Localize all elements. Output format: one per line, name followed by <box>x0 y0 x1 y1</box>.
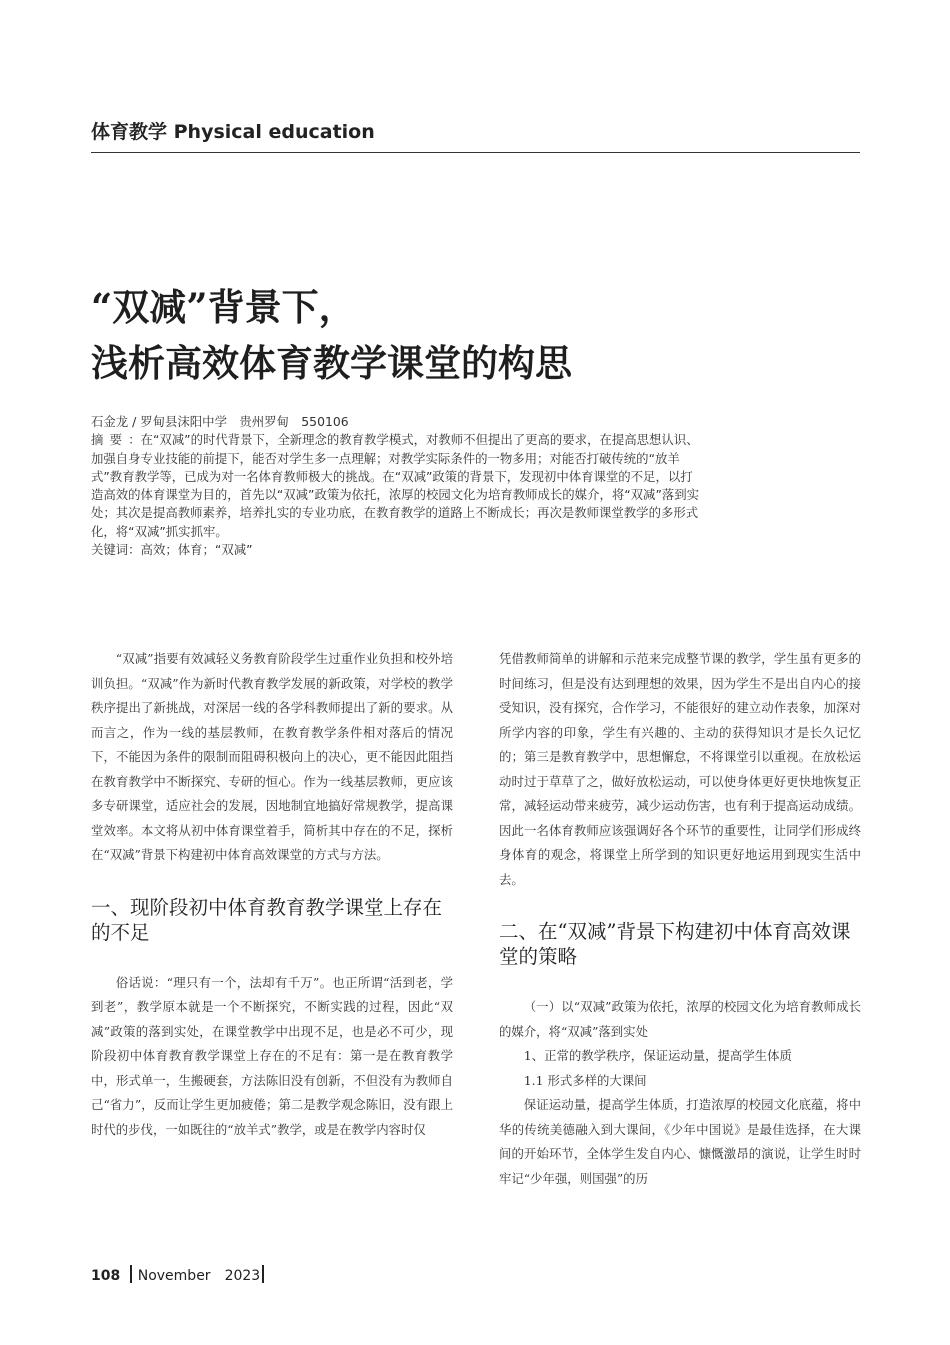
abstract-text: ：在“双减”的时代背景下，全新理念的教育教学模式，对教师不但提出了更高的要求，在提高思想认识、加强自身专业技能的前提下，能否对学生多一点理解；对教学实际条件的一物多用；对能否打破传统的“放羊式”教育教学等，已成为对一名体育教师极大的挑战。在“双减”政策的背景下，发现初中体育课堂的不足，以打造高效的体育课堂为目的，首先以“双减”政策为依托，浓厚的校园文化为培育教师成长的媒介，将“双减”落到实处；其次是提高教师素养，培养扎实的专业功底，在教育教学的道路上不断成长；再次是教师课堂教学的多形式化，将“双减”抓实抓牢。 <box>91 432 700 539</box>
footer-divider-end <box>262 1265 264 1283</box>
article-meta <box>91 413 703 559</box>
continued-paragraph: 凭借教师简单的讲解和示范来完成整节课的教学，学生虽有更多的时间练习，但是没有达到理想的效果，因为学生不是出自内心的接受知识，没有探究，合作学习，不能很好的建立动作表象，加深对所学内容的印象，学生有兴趣的、主动的获得知识才是长久记忆的；第三是教育教学中，思想懈怠，不将课堂引以重视。在放松运动时过于草草了之，做好放松运动，可以使身体更好更快地恢复正常，减轻运动带来疲劳，减少运动伤害，也有利于提高运动成绩。因此一名体育教师应该强调好各个环节的重要性，让同学们形成终身体育的观念，将课堂上所学到的知识更好地运用到现实生活中去。 <box>499 651 861 887</box>
page-footer <box>91 1265 264 1285</box>
subheading-2: 1、正常的教学秩序，保证运动量，提高学生体质 <box>523 1048 792 1063</box>
title-line-1: “双减”背景下， <box>91 285 356 329</box>
subheading-3: 1.1 形式多样的大课间 <box>523 1072 647 1088</box>
section2-paragraph: 保证运动量，提高学生体质，打造浓厚的校园文化底蕴，将中华的传统美德融入到大课间，《少年中国说》是最佳选择，在大课间的开始环节，全体学生发自内心、慷慨激昂的演说，让学生时时牢记“少年强，则国强”的历 <box>499 1097 861 1186</box>
section-heading-2: 二、在“双减”背景下构建初中体育高效课堂的策略 <box>499 920 851 968</box>
left-column <box>91 647 453 1142</box>
author-line: 石金龙 / 罗甸县沫阳中学 贵州罗甸 550106 <box>91 414 349 429</box>
section1-paragraph: 俗话说：“理只有一个，法却有千万”。也正所谓“活到老，学到老”，教学原本就是一个不断探究，不断实践的过程，因此“双减”政策的落到实处，在课堂教学中出现不足，也是必不可少，现阶段初中体育教育教学课堂上存在的不足有：第一是在教育教学中，形式单一，生搬硬套，方法陈旧没有创新，不但没有为教师自己“省力”，反而让学生更加疲倦；第二是教学观念陈旧，没有跟上时代的步伐，一如既往的“放羊式”教学，或是在教学内容时仅 <box>91 974 453 1137</box>
abstract-label: 摘要 <box>91 432 129 448</box>
section-heading-1: 一、现阶段初中体育教育教学课堂上存在的不足 <box>91 895 443 944</box>
issue-date: November 2023 <box>137 1268 261 1284</box>
subheading-1: （一）以“双减”政策为依托，浓厚的校园文化为培育教师成长的媒介，将“双减”落到实处 <box>499 999 861 1039</box>
right-column <box>499 647 861 1191</box>
article-title <box>91 279 860 391</box>
intro-paragraph: “双减”指要有效减轻义务教育阶段学生过重作业负担和校外培训负担。“双减”作为新时代教育教学发展的新政策，对学校的教学秩序提出了新挑战，对深居一线的各学科教师提出了新的要求。从而言之，作为一线的基层教师，在教育教学条件相对落后的情况下，不能因为条件的限制而阻碍积极向上的决心，更不能因此阻挡在教育教学中不断探究、专研的恒心。作为一线基层教师，更应该多专研课堂，适应社会的发展，因地制宜地搞好常规教学，提高课堂效率。本文将从初中体育课堂着手，简析其中存在的不足，探析在“双减”背景下构建初中体育高效课堂的方式与方法。 <box>91 651 453 862</box>
footer-divider <box>130 1265 132 1283</box>
keywords: 关键词：高效；体育；“双减” <box>91 542 253 558</box>
title-line-2: 浅析高效体育教学课堂的构思 <box>91 341 572 385</box>
header-section-title: 体育教学 Physical education <box>91 121 375 143</box>
running-header <box>91 115 860 153</box>
abstract <box>91 431 703 541</box>
page-number: 108 <box>91 1268 121 1284</box>
